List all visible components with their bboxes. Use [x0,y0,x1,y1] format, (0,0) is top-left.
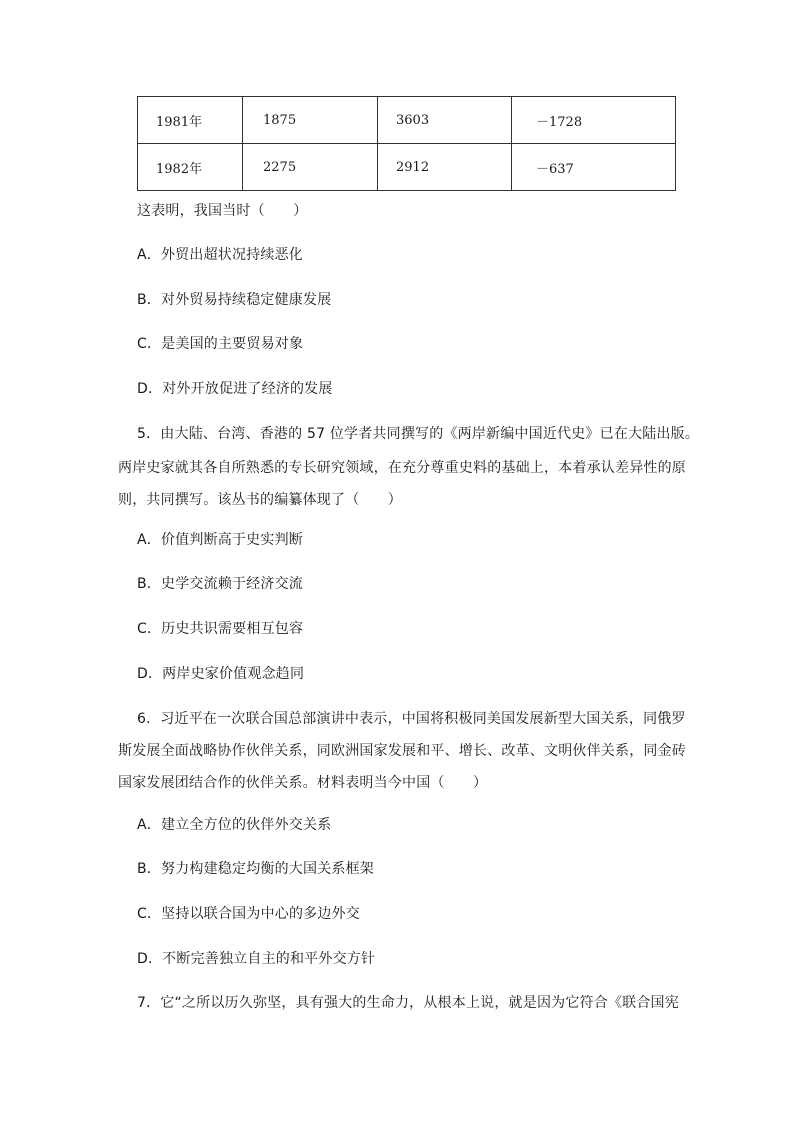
table-cell: 3603 [378,97,512,144]
table-row [138,97,676,144]
table-cell: 2275 [243,144,378,191]
table-cell-year: 1982年 [138,144,243,191]
q5-option-d: D．两岸史家价值观念趋同 [137,666,305,682]
question-4-stem: 这表明，我国当时（ ） [137,203,308,219]
q6-option-a: A．建立全方位的伙伴外交关系 [137,817,332,833]
table-cell: －637 [512,144,676,191]
q6-option-d: D．不断完善独立自主的和平外交方针 [137,951,376,967]
q4-option-c: C．是美国的主要贸易对象 [137,336,304,352]
question-5-stem-line: 5．由大陆、台湾、香港的 57 位学者共同撰写的《两岸新编中国近代史》已在大陆出版。 [137,426,700,442]
table-cell: －1728 [512,97,676,144]
q4-option-b: B．对外贸易持续稳定健康发展 [137,292,332,308]
question-5-stem-line: 两岸史家就其各自所熟悉的专长研究领域，在充分尊重史料的基础上，本着承认差异性的原 [118,460,686,476]
q6-option-b: B．努力构建稳定均衡的大国关系框架 [137,861,375,877]
q5-option-b: B．史学交流赖于经济交流 [137,576,304,592]
table-cell: 2912 [378,144,512,191]
q6-option-c: C．坚持以联合国为中心的多边外交 [137,906,360,922]
q5-option-c: C．历史共识需要相互包容 [137,621,304,637]
table-cell-year: 1981年 [138,97,243,144]
q5-option-a: A．价值判断高于史实判断 [137,532,303,548]
question-7-stem-line: 7．它“之所以历久弥坚，具有强大的生命力，从根本上说，就是因为它符合《联合国宪 [137,995,679,1011]
table-cell: 1875 [243,97,378,144]
question-6-stem-line: 斯发展全面战略协作伙伴关系，同欧洲国家发展和平、增长、改革、文明伙伴关系，同金砖 [118,743,686,759]
question-5-stem-line: 则，共同撰写。该丛书的编纂体现了（ ） [118,492,402,508]
q4-option-d: D．对外开放促进了经济的发展 [137,381,333,397]
q4-option-a: A．外贸出超状况持续恶化 [137,247,303,263]
question-6-stem-line: 国家发展团结合作的伙伴关系。材料表明当今中国（ ） [118,775,488,791]
trade-table [137,96,676,191]
question-6-stem-line: 6．习近平在一次联合国总部演讲中表示，中国将积极同美国发展新型大国关系，同俄罗 [137,711,686,727]
table-row [138,144,676,191]
